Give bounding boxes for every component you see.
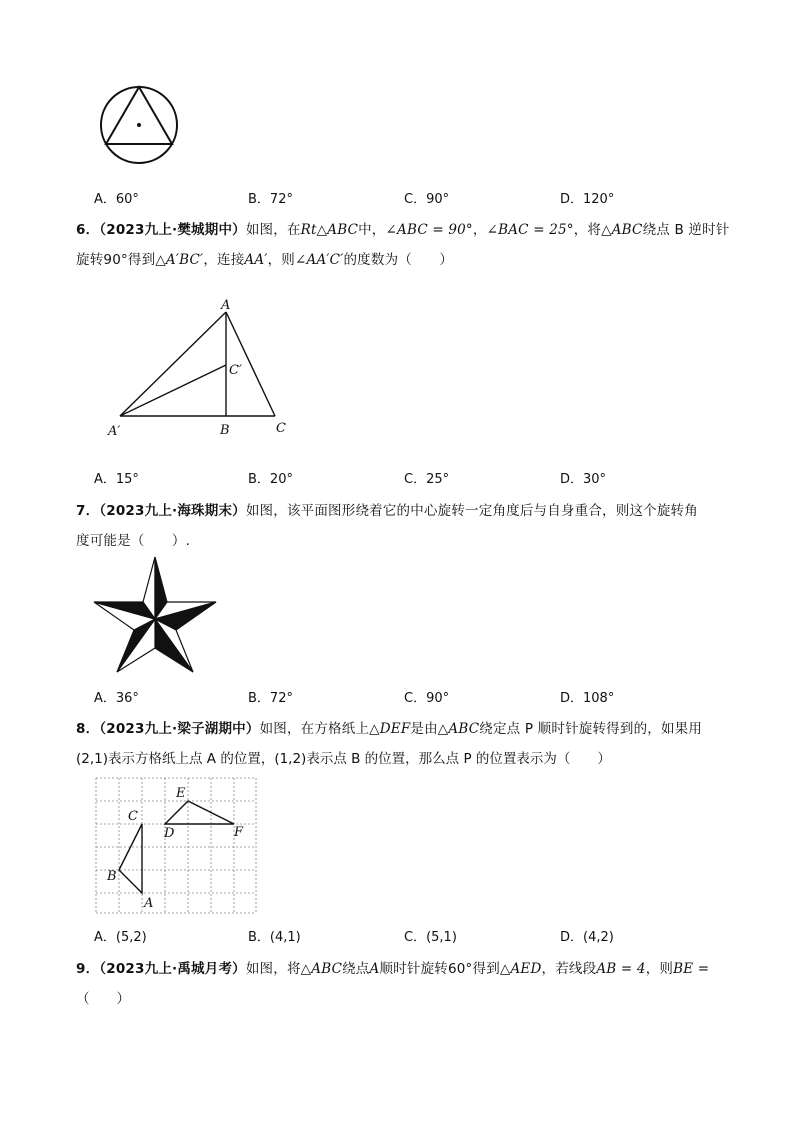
- q5-option-b[interactable]: B．72°: [248, 192, 293, 207]
- q8-triangle-abc: [119, 824, 142, 893]
- q9-text: 绕点: [342, 961, 370, 977]
- q8-text: 绕定点 P 顺时针旋转得到的，如果用: [479, 721, 703, 737]
- q6-math: ∠ABC = 90°: [385, 222, 473, 238]
- q8-text: 如图，在方格纸上△: [259, 721, 380, 737]
- q9-answer-blank[interactable]: （ ）: [76, 991, 130, 1007]
- q6-text: ，将△: [573, 222, 612, 238]
- q8-label-f: F: [234, 825, 244, 840]
- q6-number: 6．: [76, 222, 100, 238]
- q6-figure-triangles: [100, 292, 300, 442]
- q7-option-d[interactable]: D．108°: [560, 691, 615, 706]
- q7-stem-line1: [76, 499, 698, 519]
- q6-option-b[interactable]: B．20°: [248, 472, 293, 487]
- q9-text: ，若线段: [541, 961, 597, 977]
- q8-math: DEF: [379, 721, 411, 737]
- q9-math: AB = 4: [596, 961, 646, 977]
- q6-option-c[interactable]: C．25°: [404, 472, 450, 487]
- q5-center-dot: [137, 123, 141, 127]
- q9-math: A: [369, 961, 380, 977]
- q6-option-a[interactable]: A．15°: [94, 472, 139, 487]
- q6-math: Rt△ABC: [300, 222, 359, 238]
- q6-text: ，: [472, 222, 487, 238]
- q8-option-d[interactable]: D．(4,2): [560, 930, 614, 945]
- q6-segment-a-prime-a: [120, 312, 226, 416]
- q6-label-a: A: [221, 298, 231, 313]
- q8-label-a: A: [144, 896, 154, 911]
- q9-number: 9．: [76, 961, 100, 977]
- q7-number: 7．: [76, 503, 100, 519]
- q8-label-d: D: [164, 826, 175, 841]
- q6-text: 绕点 B 逆时针: [642, 222, 730, 238]
- q7-star-shape: [94, 557, 216, 672]
- q7-option-a[interactable]: A．36°: [94, 691, 139, 706]
- q8-label-c: C: [128, 809, 138, 824]
- q6-math: A′BC′: [165, 252, 204, 268]
- q6-text: 旋转90°得到△: [76, 252, 166, 268]
- q6-label-c: C: [276, 421, 286, 436]
- q6-segment-a-prime-c-prime: [120, 365, 226, 416]
- q6-label-c-prime: C′: [229, 363, 242, 378]
- q5-option-a[interactable]: A．60°: [94, 192, 139, 207]
- q8-label-b: B: [107, 869, 117, 884]
- q9-text: 如图，将△: [245, 961, 312, 977]
- q7-option-b[interactable]: B．72°: [248, 691, 293, 706]
- q9-math: ABC: [311, 961, 343, 977]
- q7-text: 如图，该平面图形绕着它的中心旋转一定角度后与自身重合，则这个旋转角: [245, 503, 698, 519]
- q8-option-b[interactable]: B．(4,1): [248, 930, 301, 945]
- q6-stem-line1: [76, 218, 730, 238]
- q6-math: ∠BAC = 25°: [486, 222, 574, 238]
- q7-figure-star: [92, 554, 220, 676]
- q6-math: ABC: [611, 222, 643, 238]
- q8-math: ABC: [448, 721, 480, 737]
- q6-text: ，则: [267, 252, 295, 268]
- q8-stem-line2: (2,1)表示方格纸上点 A 的位置，(1,2)表示点 B 的位置，那么点 P 的位置表示为（ ）: [76, 751, 611, 767]
- q6-option-d[interactable]: D．30°: [560, 472, 607, 487]
- q9-text: 顺时针旋转60°得到△: [379, 961, 511, 977]
- q8-option-c[interactable]: C．(5,1): [404, 930, 457, 945]
- q8-figure-grid: [94, 776, 259, 916]
- q5-option-d[interactable]: D．120°: [560, 192, 615, 207]
- q6-math: ∠AA′C′: [295, 252, 344, 268]
- q6-source: （2023九上·樊城期中）: [99, 222, 246, 238]
- q6-text: 如图，在: [245, 222, 301, 238]
- q5-option-c[interactable]: C．90°: [404, 192, 450, 207]
- q8-text: 是由△: [410, 721, 449, 737]
- q8-triangle-def: [165, 801, 234, 824]
- q7-source: （2023九上·海珠期末）: [99, 503, 246, 519]
- q8-number: 8．: [76, 721, 100, 737]
- q6-label-a-prime: A′: [108, 424, 121, 439]
- q9-math: BE =: [673, 961, 710, 977]
- q8-source: （2023九上·梁子湖期中）: [99, 721, 260, 737]
- q6-text: 中，: [358, 222, 386, 238]
- q8-label-e: E: [176, 786, 186, 801]
- q9-stem-line1: [76, 957, 709, 977]
- q6-text: 的度数为（ ）: [343, 252, 454, 268]
- q8-option-a[interactable]: A．(5,2): [94, 930, 147, 945]
- q5-figure-circle-triangle: [96, 80, 182, 170]
- q6-stem-line2: [76, 248, 453, 268]
- q6-label-b: B: [220, 423, 230, 438]
- q8-stem-line1: [76, 717, 702, 737]
- q9-text: ，则: [645, 961, 674, 977]
- q7-stem-line2: [76, 529, 190, 549]
- q7-option-c[interactable]: C．90°: [404, 691, 450, 706]
- q9-source: （2023九上·禹城月考）: [99, 961, 246, 977]
- q7-text: 度可能是（ ）.: [76, 533, 191, 549]
- q6-math: AA′: [244, 252, 268, 268]
- q9-math: AED: [510, 961, 542, 977]
- q6-text: ，连接: [203, 252, 245, 268]
